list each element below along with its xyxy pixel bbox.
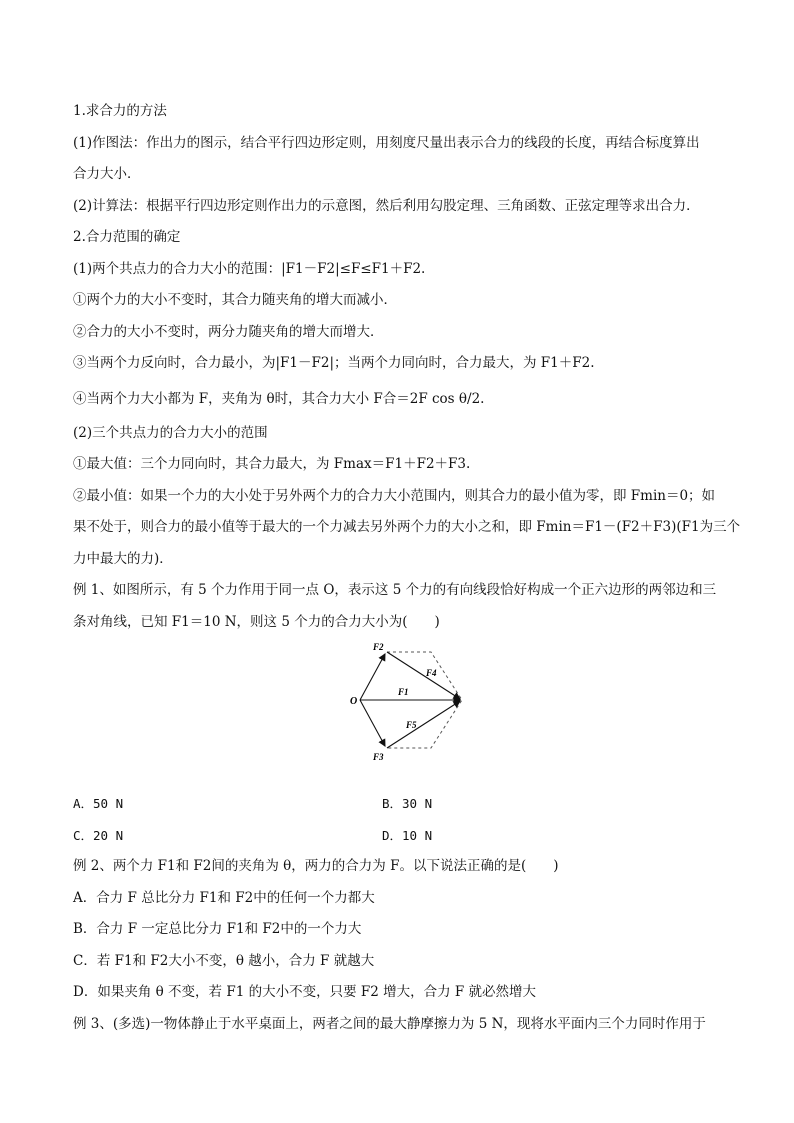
label-f5: F5 [406,720,417,730]
paragraph-line: ①两个力的大小不变时，其合力随夹角的增大而减小． [73,292,397,308]
paragraph-line: ②合力的大小不变时，两分力随夹角的增大而增大． [73,323,384,340]
example-2-stem: 例 2、两个力 F1和 F2间的夹角为 θ，两力的合力为 F。以下说法正确的是( ) [73,858,559,874]
ex1-choice-d: D．10 N [382,827,433,843]
document-page [73,96,741,1040]
paragraph-line: 果不处于，则合力的最小值等于最大的一个力减去另外两个力的大小之和，即 Fmin＝F1－(F2＋F3)(F1为三个 [73,519,741,535]
paragraph-line: 力中最大的力)． [73,550,173,567]
ex1-choice-a: A．50 N [73,796,124,811]
section-heading-1: 1.求合力的方法 [73,103,167,119]
label-f4: F4 [426,668,437,678]
ex1-choice-c: C．20 N [73,827,124,843]
paragraph-line: ①最大值：三个力同向时，其合力最大，为 Fmax＝F1＋F2＋F3. [73,456,471,472]
ex1-choice-row [73,820,725,852]
ex2-choice-c: C．若 F1和 F2大小不变，θ 越小，合力 F 就越大 [73,952,375,969]
paragraph-line: (1)两个共点力的合力大小的范围：|F1－F2|≤F≤F1＋F2. [73,260,426,277]
ex2-choice-a: A．合力 F 总比分力 F1和 F2中的任何一个力都大 [73,889,375,906]
force-arrow-f2 [360,654,385,700]
hexagon-diagram [348,640,478,762]
paragraph-line: 合力大小． [73,166,141,182]
label-f3: F3 [373,752,384,762]
label-f1: F1 [398,687,409,697]
paragraph-line: (2)三个共点力的合力大小的范围 [73,424,268,441]
paragraph-line: ③当两个力反向时，合力最小，为|F1－F2|；当两个力同向时，合力最大，为 F1＋F2. [73,355,595,371]
ex1-choice-row [73,788,725,820]
ex1-choice-b: B．30 N [382,796,433,811]
ex2-choice-d: D．如果夹角 θ 不变，若 F1 的大小不变，只要 F2 增大，合力 F 就必然增大 [73,984,537,1000]
hexagon-force-figure [73,638,725,788]
label-f2: F2 [373,642,384,652]
section-heading-2: 2.合力范围的确定 [73,229,181,245]
label-o: O [350,696,358,707]
example-1-stem: 条对角线，已知 F1＝10 N，则这 5 个力的合力大小为( ) [73,613,440,630]
force-arrow-f5 [387,701,460,748]
ex2-choice-b: B．合力 F 一定总比分力 F1和 F2中的一个力大 [73,921,362,937]
paragraph-line: (2)计算法：根据平行四边形定则作出力的示意图，然后利用勾股定理、三角函数、正弦定理等求出合力． [73,197,700,214]
formula-line: ④当两个力大小都为 F，夹角为 θ时，其合力大小 F合＝2F cos θ/2. [73,390,485,407]
example-3-stem: 例 3、(多选)一物体静止于水平桌面上，两者之间的最大静摩擦力为 5 N，现将水平面内三个力同时作用于 [73,1015,706,1032]
paragraph-line: (1)作图法：作出力的图示，结合平行四边形定则，用刻度尺量出表示合力的线段的长度，再结合标度算出 [73,134,700,151]
force-arrow-f3 [360,700,385,746]
paragraph-line: ②最小值：如果一个力的大小处于另外两个力的合力大小范围内，则其合力的最小值为零，即 Fmin＝0；如 [73,487,716,504]
example-1-stem: 例 1、如图所示，有 5 个力作用于同一点 O，表示这 5 个力的有向线段恰好构成一个正六边形的两邻边和三 [73,582,717,598]
